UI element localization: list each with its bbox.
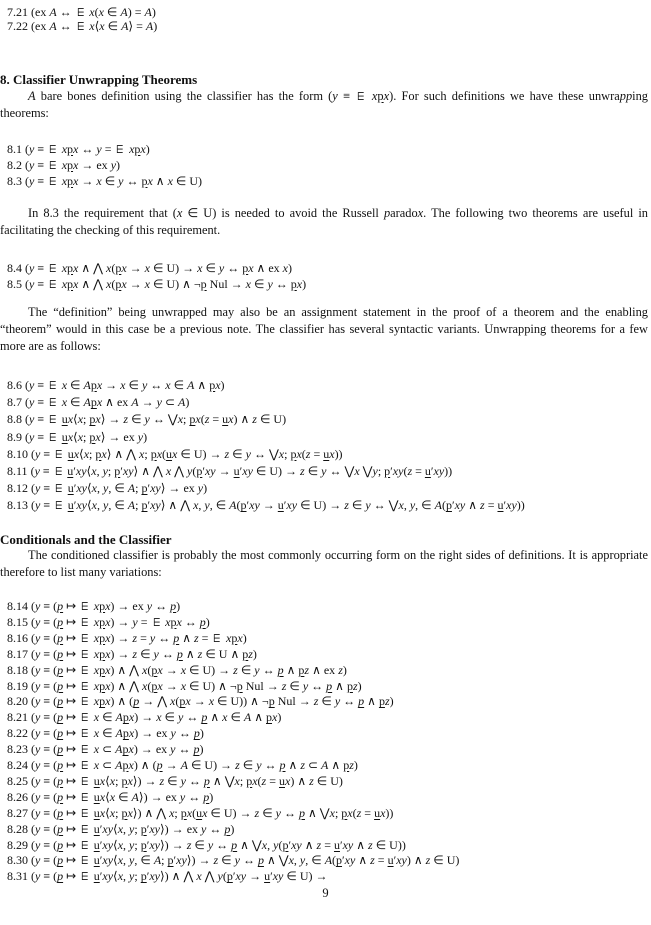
theorem-line xyxy=(7,823,234,836)
classifier-symbol: ⋿ xyxy=(49,278,57,291)
theorem-number: 8.4 xyxy=(7,261,22,275)
theorem-number: 8.6 xyxy=(7,378,22,392)
section-heading-classifier-unwrapping: 8. Classifier Unwrapping Theorems xyxy=(0,72,198,87)
theorem-number: 8.8 xyxy=(7,412,22,427)
underlined-term: u xyxy=(233,464,240,478)
conditionals-intro-paragraph xyxy=(0,547,648,581)
theorem-number: 7.22 xyxy=(7,19,28,33)
underlined-term: p xyxy=(95,446,102,461)
theorem-formula: (y ≡ ⋿ xpx → ex y) xyxy=(25,158,121,172)
classifier-symbol: ⋿ xyxy=(81,759,89,772)
classifier-symbol: ⋿ xyxy=(49,159,57,172)
theorem-formula: (y ≡ (p ↦ ⋿ ux⟨x; px⟩) → z ∈ y ↔ p ∧ ⋁x; px(z = ux) ∧ z ∈ U) xyxy=(31,773,343,788)
theorem-line xyxy=(7,482,207,495)
underlined-term: p xyxy=(150,446,157,461)
classifier-symbol: ⋿ xyxy=(49,430,57,444)
theorem-formula: (y ≡ ⋿ u′xy⟨x, y, ∈ A; p′xy⟩ ∧ ⋀ x, y, ∈ A(p′xy → u′xy ∈ U) → z ∈ y ↔ ⋁x, y, ∈ A(p′xy ∧ z = u′xy)) xyxy=(31,498,525,513)
theorem-formula: (y ≡ (p ↦ ⋿ u′xy⟨x, y; p′xy⟩) → z ∈ y ↔ p ∧ ⋁x, y(p′xy ∧ z = u′xy ∧ z ∈ U)) xyxy=(31,837,406,852)
underlined-term: p xyxy=(99,662,106,677)
classifier-symbol: ⋿ xyxy=(81,663,89,677)
underlined-term: u xyxy=(374,805,381,820)
underlined-term: p xyxy=(57,646,64,661)
theorem-line xyxy=(7,664,347,677)
underlined-term: p xyxy=(196,464,203,478)
underlined-term: p xyxy=(277,662,284,677)
underlined-term: p xyxy=(57,758,64,772)
theorem-line xyxy=(7,839,406,852)
underlined-term: p xyxy=(200,277,207,291)
theorem-number: 8.7 xyxy=(7,395,22,410)
underlined-term: p xyxy=(176,646,183,661)
theorem-number: 8.24 xyxy=(7,758,28,772)
underlined-term: p xyxy=(67,158,74,172)
theorem-line xyxy=(7,632,247,645)
underlined-term: p xyxy=(240,498,247,513)
theorem-formula: (y ≡ (p ↦ ⋿ xpx) → y = ⋿ xpx ↔ p) xyxy=(31,614,210,629)
underlined-term: p xyxy=(134,142,141,156)
classifier-symbol: ⋿ xyxy=(54,465,63,478)
theorem-line xyxy=(7,854,459,867)
underlined-term: p xyxy=(358,694,365,709)
classifier-symbol: ⋿ xyxy=(81,615,89,629)
underlined-term: p xyxy=(57,805,64,820)
definition-paragraph xyxy=(0,304,648,355)
underlined-term: p xyxy=(67,261,74,275)
underlined-term: p xyxy=(57,742,64,757)
classifier-symbol: ⋿ xyxy=(357,90,365,103)
underlined-term: p xyxy=(141,498,148,513)
underlined-term: u xyxy=(61,429,68,444)
theorem-number: 8.14 xyxy=(7,599,28,613)
underlined-term: p xyxy=(298,805,305,820)
theorem-formula: (y ≡ (p ↦ ⋿ u′xy⟨x, y, ∈ A; p′xy⟩) → z ∈ y ↔ p ∧ ⋁x, y, ∈ A(p′xy ∧ z = u′xy) ∧ z ∈ U) xyxy=(31,853,460,868)
underlined-term: p xyxy=(377,89,384,103)
underlined-term: u xyxy=(323,446,330,461)
theorem-line xyxy=(7,711,281,724)
underlined-term: p xyxy=(343,758,350,772)
theorem-number: 8.22 xyxy=(7,726,28,741)
theorem-formula: (y ≡ (p ↦ ⋿ u′xy⟨x, y; p′xy⟩) ∧ ⋀ x ⋀ y(p′xy → u′xy ∈ U) → xyxy=(31,869,328,884)
classifier-symbol: ⋿ xyxy=(81,647,89,661)
underlined-term: p xyxy=(279,758,286,772)
underlined-term: p xyxy=(57,678,64,693)
theorem-formula: (y ≡ ⋿ ux⟨x; px⟩ → ex y) xyxy=(25,429,148,444)
underlined-term: p xyxy=(266,710,273,725)
underlined-term: p xyxy=(167,853,174,868)
classifier-symbol: ⋿ xyxy=(81,711,89,725)
theorem-line xyxy=(7,727,204,740)
underlined-term: p xyxy=(242,646,249,661)
underlined-term: p xyxy=(57,821,64,836)
classifier-symbol: ⋿ xyxy=(55,447,63,461)
theorem-line xyxy=(7,680,362,693)
classifier-symbol: ⋿ xyxy=(81,774,89,788)
underlined-term: p xyxy=(151,678,158,693)
underlined-term: p xyxy=(57,599,64,613)
theorem-line xyxy=(7,278,306,291)
underlined-term: p xyxy=(121,773,128,788)
classifier-symbol: ⋿ xyxy=(49,379,57,392)
theorem-line xyxy=(7,616,210,629)
theorem-number: 8.12 xyxy=(7,481,28,496)
theorem-number: 8.11 xyxy=(7,464,28,478)
classifier-symbol: ⋿ xyxy=(49,396,57,410)
underlined-term: p xyxy=(298,662,305,677)
theorem-formula: (y ≡ ⋿ ux⟨x; px⟩ ∧ ⋀ x; px(ux ∈ U) → z ∈ y ↔ ⋁x; px(z = ux)) xyxy=(31,446,343,461)
theorem-formula: (y ≡ ⋿ ux⟨x; px⟩ → z ∈ y ↔ ⋁x; px(z = ux) ∧ z ∈ U) xyxy=(25,412,287,427)
underlined-term: u xyxy=(277,498,284,513)
underlined-term: u xyxy=(93,869,100,884)
underlined-term: p xyxy=(99,678,106,693)
underlined-term: p xyxy=(67,142,74,156)
underlined-term: p xyxy=(193,742,200,757)
theorem-number: 8.31 xyxy=(7,869,28,884)
underlined-term: u xyxy=(93,805,100,820)
underlined-term: p xyxy=(203,773,210,788)
theorem-formula: (y ≡ ⋿ xpx ↔ y = ⋿ xpx) xyxy=(25,142,150,156)
underlined-term: u xyxy=(67,481,74,496)
classifier-symbol: ⋿ xyxy=(81,743,89,757)
page-number: 9 xyxy=(322,886,329,900)
underlined-term: u xyxy=(222,412,229,427)
underlined-term: p xyxy=(140,837,147,852)
underlined-term: p xyxy=(133,694,140,709)
theorem-formula: (y ≡ (p ↦ ⋿ x ∈ Apx) → x ∈ y ↔ p ∧ x ∈ A ∧ px) xyxy=(31,710,282,725)
theorem-formula: (y ≡ (p ↦ ⋿ x ⊂ Apx) → ex y ↔ p) xyxy=(31,742,204,757)
underlined-term: p xyxy=(99,694,106,709)
underlined-term: p xyxy=(57,630,64,645)
underlined-term: p xyxy=(346,678,353,693)
underlined-term: p xyxy=(114,464,121,478)
classifier-symbol: ⋿ xyxy=(49,143,57,156)
theorem-formula: (y ≡ (p ↦ ⋿ x ⊂ Apx) ∧ (p → A ∈ U) → z ∈ y ↔ p ∧ z ⊂ A ∧ pz) xyxy=(31,758,358,772)
theorem-number: 8.27 xyxy=(7,805,28,820)
theorem-formula: (y ≡ (p ↦ ⋿ xpx) ∧ ⋀ x(px → x ∈ U) → z ∈ y ↔ p ∧ pz ∧ ex z) xyxy=(31,662,347,677)
theorem-number: 8.20 xyxy=(7,694,28,709)
theorem-line xyxy=(7,448,343,461)
underlined-term: p xyxy=(141,481,148,496)
underlined-term: p xyxy=(180,805,187,820)
classifier-symbol: ⋿ xyxy=(116,143,125,156)
classifier-symbol: ⋿ xyxy=(81,631,89,645)
underlined-term: u xyxy=(424,464,431,478)
underlined-term: p xyxy=(115,277,122,291)
classifier-symbol: ⋿ xyxy=(49,175,57,188)
theorem-formula: (y ≡ ⋿ xpx ∧ ⋀ x(px → x ∈ U) → x ∈ y ↔ px ∧ ex x) xyxy=(25,261,292,275)
theorem-line xyxy=(7,695,394,708)
theorem-number: 8.1 xyxy=(7,142,22,156)
underlined-term: p xyxy=(226,869,233,884)
theorem-number: 8.5 xyxy=(7,277,22,291)
theorem-number: 8.23 xyxy=(7,742,28,757)
underlined-term: p xyxy=(57,662,64,677)
classifier-symbol: ⋿ xyxy=(81,822,89,836)
underlined-term: p xyxy=(140,869,147,884)
underlined-term: p xyxy=(57,710,64,725)
theorem-formula: (ex A ↔ ⋿ x⟨x ∈ A⟩ = A) xyxy=(31,19,158,33)
classifier-symbol: ⋿ xyxy=(49,413,57,427)
underlined-term: p xyxy=(156,758,163,772)
conditionals-intro-text: The conditioned classifier is probably the most commonly occurring form on the right sides of definitions. It is appropriate therefore to list many variations: xyxy=(0,548,648,579)
underlined-term: p xyxy=(99,646,106,661)
theorem-number: 8.18 xyxy=(7,662,28,677)
underlined-term: p xyxy=(115,261,122,275)
theorem-number: 8.28 xyxy=(7,821,28,836)
underlined-term: p xyxy=(121,805,128,820)
theorem-line xyxy=(7,759,358,772)
underlined-term: p xyxy=(173,630,180,645)
underlined-term: u xyxy=(196,805,203,820)
theorem-line xyxy=(7,499,525,512)
theorem-line xyxy=(7,379,225,392)
classifier-symbol: ⋿ xyxy=(81,870,89,884)
classifier-symbol: ⋿ xyxy=(81,695,89,709)
theorem-line xyxy=(7,6,156,19)
underlined-term: p xyxy=(67,277,74,291)
theorem-line xyxy=(7,20,157,33)
theorem-formula: (y ≡ (p ↦ ⋿ xpx) ∧ ⋀ x(px → x ∈ U) ∧ ¬p Nul → z ∈ y ↔ p ∧ pz) xyxy=(31,678,362,693)
theorem-line xyxy=(7,775,343,788)
theorem-number: 8.9 xyxy=(7,429,22,444)
underlined-term: u xyxy=(67,498,74,513)
theorem-number: 8.26 xyxy=(7,789,28,804)
underlined-term: p xyxy=(89,429,96,444)
underlined-term: u xyxy=(279,773,285,788)
classifier-symbol: ⋿ xyxy=(49,262,57,275)
theorem-line xyxy=(7,175,202,188)
underlined-term: p xyxy=(199,614,206,629)
underlined-term: p xyxy=(141,174,148,188)
underlined-term: p xyxy=(57,694,64,709)
underlined-term: p xyxy=(89,412,96,427)
theorem-line xyxy=(7,262,292,275)
theorem-number: 8.3 xyxy=(7,174,22,188)
underlined-term: u xyxy=(93,837,100,852)
section-heading-conditionals: Conditionals and the Classifier xyxy=(0,532,172,547)
underlined-term: u xyxy=(387,853,394,868)
underlined-term: p xyxy=(57,726,64,741)
underlined-term: p xyxy=(122,758,129,772)
underlined-term: p xyxy=(57,869,64,884)
intro-paragraph-text: A bare bones definition using the classifier has the form (y ≡ ⋿ xpx). For such definitions we have these unwrapping theorems: xyxy=(0,89,648,120)
classifier-symbol: ⋿ xyxy=(81,854,89,868)
underlined-term: p xyxy=(140,821,147,836)
theorem-line xyxy=(7,431,147,444)
theorem-number: 8.21 xyxy=(7,710,28,725)
theorem-formula: (y ≡ ⋿ xpx → x ∈ y ↔ px ∧ x ∈ U) xyxy=(25,174,203,188)
underlined-term: p xyxy=(99,599,106,613)
theorem-line xyxy=(7,648,257,661)
theorem-formula: (y ≡ (p ↦ ⋿ xpx) → z = y ↔ p ∧ z = ⋿ xpx) xyxy=(31,630,247,645)
underlined-term: p xyxy=(99,614,106,629)
theorem-number: 8.2 xyxy=(7,158,22,172)
underlined-term: p xyxy=(209,378,216,392)
underlined-term: p xyxy=(384,464,391,478)
underlined-term: u xyxy=(93,853,100,868)
underlined-term: p xyxy=(67,174,74,188)
underlined-term: u xyxy=(67,446,74,461)
theorem-number: 8.19 xyxy=(7,678,28,693)
underlined-term: p xyxy=(268,694,275,709)
underlined-term: p xyxy=(122,710,129,725)
underlined-term: p xyxy=(99,630,106,645)
classifier-symbol: ⋿ xyxy=(81,790,89,804)
underlined-term: p xyxy=(282,837,289,852)
theorem-formula: (y ≡ (p ↦ ⋿ x ∈ Apx) → ex y ↔ p) xyxy=(31,726,204,741)
underlined-term: u xyxy=(93,773,100,788)
underlined-term: u xyxy=(93,821,100,836)
underlined-term: p xyxy=(189,412,196,427)
theorem-number: 7.21 xyxy=(7,5,28,19)
russell-paragraph-text: In 8.3 the requirement that (x ∈ U) is needed to avoid the Russell paradox. The following two theorems are useful in facilitating the checking of this requirement. xyxy=(0,206,648,237)
classifier-symbol: ⋿ xyxy=(81,806,89,820)
classifier-symbol: ⋿ xyxy=(152,615,161,629)
underlined-term: p xyxy=(231,630,238,645)
underlined-term: p xyxy=(122,726,129,741)
underlined-term: p xyxy=(57,853,64,868)
theorem-formula: (y ≡ (p ↦ ⋿ xpx) ∧ (p → ⋀ x(px → x ∈ U)) ∧ ¬p Nul → z ∈ y ↔ p ∧ pz) xyxy=(31,694,394,709)
definition-paragraph-text: The “definition” being unwrapped may also be an assignment statement in the proof of a theorem and the enabling “theorem” would in this case be a previous note. The classifier has several syntactic variants. Unwrapping theorems for a few more are as follows: xyxy=(0,305,648,353)
underlined-term: p xyxy=(193,726,200,741)
theorem-line xyxy=(7,159,120,172)
theorem-number: 8.29 xyxy=(7,837,28,852)
theorem-number: 8.15 xyxy=(7,614,28,629)
underlined-term: p xyxy=(203,789,210,804)
theorem-formula: (y ≡ ⋿ xpx ∧ ⋀ x(px → x ∈ U) ∧ ¬p Nul → x ∈ y ↔ px) xyxy=(25,277,307,291)
underlined-term: p xyxy=(57,789,64,804)
underlined-term: p xyxy=(90,395,97,410)
underlined-term: p xyxy=(290,446,297,461)
underlined-term: u xyxy=(264,869,271,884)
classifier-symbol: ⋿ xyxy=(81,727,89,741)
theorem-formula: (ex A ↔ ⋿ x(x ∈ A) = A) xyxy=(31,5,156,19)
classifier-symbol: ⋿ xyxy=(81,679,89,693)
underlined-term: p xyxy=(201,710,208,725)
theorem-line xyxy=(7,791,213,804)
theorem-line xyxy=(7,870,328,883)
theorem-formula: (y ≡ (p ↦ ⋿ xpx) → z ∈ y ↔ p ∧ z ∈ U ∧ pz) xyxy=(31,646,257,661)
underlined-term: p xyxy=(378,694,385,709)
underlined-term: p xyxy=(170,614,177,629)
underlined-term: u xyxy=(61,412,68,427)
theorem-number: 8.17 xyxy=(7,646,28,661)
theorem-formula: (y ≡ (p ↦ ⋿ xpx) → ex y ↔ p) xyxy=(31,599,181,613)
theorem-formula: (y ≡ ⋿ x ∈ Apx ∧ ex A → y ⊂ A) xyxy=(25,395,190,410)
theorem-number: 8.13 xyxy=(7,498,28,513)
underlined-term: p xyxy=(341,805,348,820)
theorem-number: 8.25 xyxy=(7,773,28,788)
underlined-term: p xyxy=(179,694,186,709)
underlined-term: p xyxy=(151,662,158,677)
underlined-term: u xyxy=(67,464,74,478)
underlined-term: p xyxy=(224,821,231,836)
classifier-symbol: ⋿ xyxy=(81,838,89,852)
underlined-term: p xyxy=(170,599,177,613)
theorem-line xyxy=(7,600,180,613)
underlined-term: p xyxy=(236,678,243,693)
theorem-line xyxy=(7,807,393,820)
underlined-term: p xyxy=(257,853,264,868)
classifier-symbol: ⋿ xyxy=(55,482,63,496)
underlined-term: p xyxy=(336,853,343,868)
russell-paragraph xyxy=(0,205,648,239)
underlined-term: u xyxy=(93,789,100,804)
underlined-term: p xyxy=(242,261,249,275)
underlined-term: p xyxy=(90,378,97,392)
underlined-term: p xyxy=(57,773,64,788)
theorem-line xyxy=(7,396,189,409)
underlined-term: u xyxy=(166,446,173,461)
classifier-symbol: ⋿ xyxy=(213,631,222,645)
classifier-symbol: ⋿ xyxy=(81,600,89,613)
underlined-term: p xyxy=(57,837,64,852)
underlined-term: p xyxy=(290,277,297,291)
theorem-formula: (y ≡ ⋿ u′xy⟨x, y, ∈ A; p′xy⟩ → ex y) xyxy=(31,481,208,496)
theorem-formula: (y ≡ ⋿ x ∈ Apx → x ∈ y ↔ x ∈ A ∧ px) xyxy=(25,378,225,392)
underlined-term: p xyxy=(122,742,129,757)
theorem-line xyxy=(7,743,203,756)
underlined-term: u xyxy=(333,837,340,852)
theorem-formula: (y ≡ (p ↦ ⋿ ux⟨x ∈ A⟩) → ex y ↔ p) xyxy=(31,789,214,804)
theorem-number: 8.10 xyxy=(7,446,28,461)
theorem-line xyxy=(7,465,452,478)
theorem-formula: (y ≡ (p ↦ ⋿ ux⟨x; px⟩) ∧ ⋀ x; px(ux ∈ U) → z ∈ y ↔ p ∧ ⋁x; px(z = ux)) xyxy=(31,805,394,820)
theorem-number: 8.30 xyxy=(7,853,28,868)
classifier-symbol: ⋿ xyxy=(76,6,85,19)
theorem-line xyxy=(7,143,150,156)
classifier-symbol: ⋿ xyxy=(55,499,63,513)
underlined-term: p xyxy=(246,773,253,788)
theorem-number: 8.16 xyxy=(7,630,28,645)
intro-paragraph xyxy=(0,88,648,122)
underlined-term: u xyxy=(497,498,504,513)
theorem-formula: (y ≡ ⋿ u′xy⟨x, y; p′xy⟩ ∧ ⋀ x ⋀ y(p′xy → u′xy ∈ U) → z ∈ y ↔ ⋁x ⋁y; p′xy(z = u′xy)) xyxy=(30,464,453,478)
underlined-term: p xyxy=(445,498,452,513)
underlined-term: p xyxy=(57,614,64,629)
theorem-line xyxy=(7,413,286,426)
underlined-term: p xyxy=(231,837,238,852)
underlined-term: p xyxy=(326,678,333,693)
theorem-formula: (y ≡ (p ↦ ⋿ u′xy⟨x, y; p′xy⟩) → ex y ↔ p) xyxy=(31,821,235,836)
classifier-symbol: ⋿ xyxy=(76,20,85,33)
